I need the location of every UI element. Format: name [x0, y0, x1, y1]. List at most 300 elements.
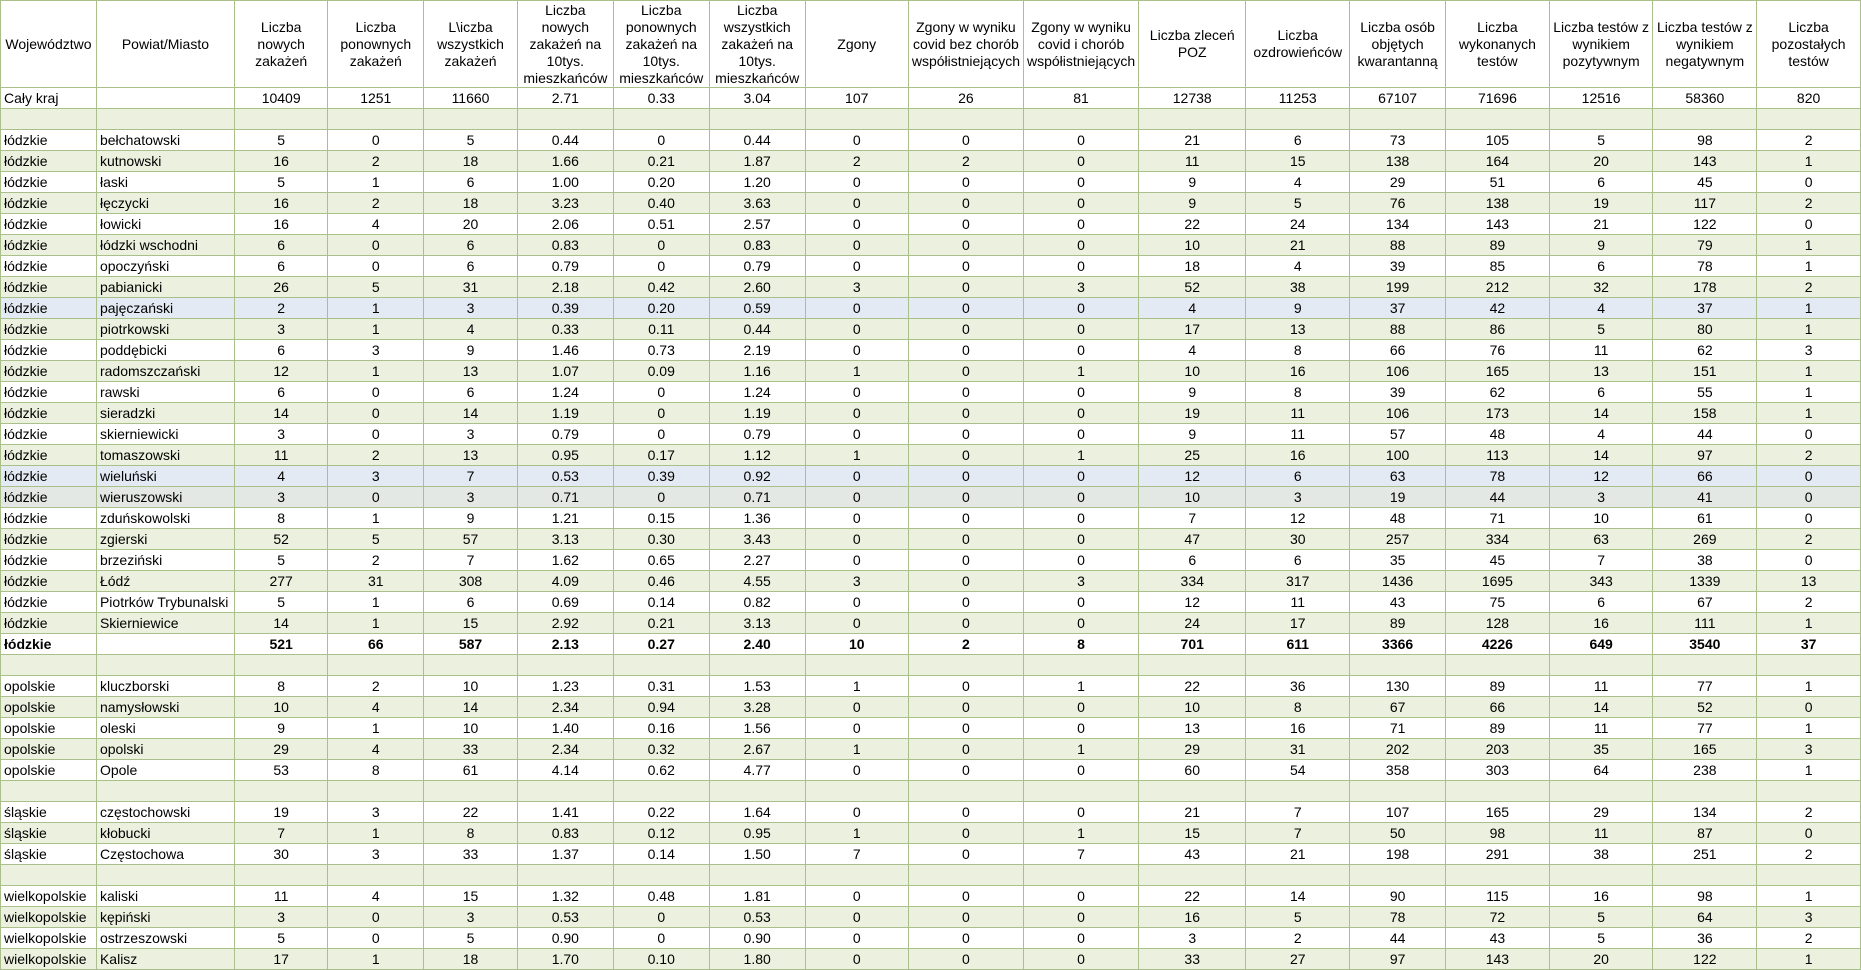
- county-cell[interactable]: pajęczański: [96, 298, 234, 319]
- value-cell[interactable]: 6: [1549, 592, 1653, 613]
- value-cell[interactable]: 1.32: [517, 886, 613, 907]
- value-cell[interactable]: 1: [1757, 403, 1861, 424]
- value-cell[interactable]: 358: [1350, 760, 1446, 781]
- value-cell[interactable]: 8: [328, 760, 424, 781]
- value-cell[interactable]: 0: [908, 361, 1023, 382]
- value-cell[interactable]: 1: [328, 319, 424, 340]
- value-cell[interactable]: 0: [805, 172, 908, 193]
- value-cell[interactable]: 13: [1549, 361, 1653, 382]
- value-cell[interactable]: 0: [1023, 340, 1138, 361]
- value-cell[interactable]: 587: [424, 634, 518, 655]
- value-cell[interactable]: 2.40: [709, 634, 805, 655]
- voivodeship-cell[interactable]: śląskie: [1, 823, 97, 844]
- value-cell[interactable]: 3: [1023, 571, 1138, 592]
- value-cell[interactable]: 3: [424, 298, 518, 319]
- value-cell[interactable]: 0: [805, 928, 908, 949]
- value-cell[interactable]: 0: [805, 550, 908, 571]
- value-cell[interactable]: 0.20: [613, 172, 709, 193]
- value-cell[interactable]: 0: [805, 235, 908, 256]
- value-cell[interactable]: 0.14: [613, 844, 709, 865]
- value-cell[interactable]: 15: [1246, 151, 1350, 172]
- empty-cell[interactable]: [328, 655, 424, 676]
- value-cell[interactable]: 9: [1139, 424, 1246, 445]
- voivodeship-cell[interactable]: łódzkie: [1, 130, 97, 151]
- value-cell[interactable]: 117: [1653, 193, 1757, 214]
- empty-cell[interactable]: [805, 781, 908, 802]
- value-cell[interactable]: 33: [424, 844, 518, 865]
- empty-cell[interactable]: [328, 109, 424, 130]
- value-cell[interactable]: 1: [328, 718, 424, 739]
- value-cell[interactable]: 10: [1139, 697, 1246, 718]
- value-cell[interactable]: 52: [234, 529, 328, 550]
- value-cell[interactable]: 0: [908, 487, 1023, 508]
- value-cell[interactable]: 3.13: [517, 529, 613, 550]
- value-cell[interactable]: 12: [1549, 466, 1653, 487]
- voivodeship-cell[interactable]: łódzkie: [1, 214, 97, 235]
- empty-cell[interactable]: [234, 781, 328, 802]
- value-cell[interactable]: 0.46: [613, 571, 709, 592]
- value-cell[interactable]: 334: [1139, 571, 1246, 592]
- value-cell[interactable]: 26: [234, 277, 328, 298]
- value-cell[interactable]: 4: [1246, 172, 1350, 193]
- value-cell[interactable]: 0: [908, 760, 1023, 781]
- value-cell[interactable]: 0: [805, 214, 908, 235]
- value-cell[interactable]: 0: [908, 403, 1023, 424]
- value-cell[interactable]: 0.95: [709, 823, 805, 844]
- value-cell[interactable]: 4.14: [517, 760, 613, 781]
- voivodeship-cell[interactable]: łódzkie: [1, 193, 97, 214]
- value-cell[interactable]: 9: [1139, 382, 1246, 403]
- value-cell[interactable]: 1: [1757, 256, 1861, 277]
- value-cell[interactable]: 521: [234, 634, 328, 655]
- empty-cell[interactable]: [1446, 781, 1550, 802]
- value-cell[interactable]: 7: [1139, 508, 1246, 529]
- value-cell[interactable]: 86: [1446, 319, 1550, 340]
- value-cell[interactable]: 81: [1023, 88, 1138, 109]
- value-cell[interactable]: 0: [1757, 823, 1861, 844]
- value-cell[interactable]: 1.24: [709, 382, 805, 403]
- value-cell[interactable]: 17: [234, 949, 328, 970]
- value-cell[interactable]: 85: [1446, 256, 1550, 277]
- value-cell[interactable]: 6: [424, 235, 518, 256]
- value-cell[interactable]: 165: [1653, 739, 1757, 760]
- empty-cell[interactable]: [96, 865, 234, 886]
- value-cell[interactable]: 130: [1350, 676, 1446, 697]
- county-cell[interactable]: [96, 88, 234, 109]
- value-cell[interactable]: 5: [1549, 928, 1653, 949]
- county-cell[interactable]: kłobucki: [96, 823, 234, 844]
- value-cell[interactable]: 13: [1139, 718, 1246, 739]
- value-cell[interactable]: 89: [1446, 235, 1550, 256]
- value-cell[interactable]: 1: [328, 361, 424, 382]
- value-cell[interactable]: 33: [424, 739, 518, 760]
- column-header[interactable]: Liczba testów z wynikiem pozytywnym: [1549, 1, 1653, 88]
- value-cell[interactable]: 11253: [1246, 88, 1350, 109]
- value-cell[interactable]: 0: [1757, 550, 1861, 571]
- value-cell[interactable]: 611: [1246, 634, 1350, 655]
- value-cell[interactable]: 20: [424, 214, 518, 235]
- value-cell[interactable]: 61: [1653, 508, 1757, 529]
- value-cell[interactable]: 5: [424, 130, 518, 151]
- voivodeship-cell[interactable]: łódzkie: [1, 172, 97, 193]
- value-cell[interactable]: 20: [1549, 151, 1653, 172]
- value-cell[interactable]: 3: [328, 802, 424, 823]
- value-cell[interactable]: 1: [1023, 361, 1138, 382]
- value-cell[interactable]: 6: [424, 592, 518, 613]
- voivodeship-cell[interactable]: łódzkie: [1, 550, 97, 571]
- county-cell[interactable]: wieluński: [96, 466, 234, 487]
- value-cell[interactable]: 1: [1757, 886, 1861, 907]
- value-cell[interactable]: 0.39: [517, 298, 613, 319]
- value-cell[interactable]: 134: [1653, 802, 1757, 823]
- value-cell[interactable]: 11: [1139, 151, 1246, 172]
- value-cell[interactable]: 15: [424, 613, 518, 634]
- voivodeship-cell[interactable]: łódzkie: [1, 151, 97, 172]
- value-cell[interactable]: 22: [424, 802, 518, 823]
- value-cell[interactable]: 20: [1549, 949, 1653, 970]
- voivodeship-cell[interactable]: opolskie: [1, 676, 97, 697]
- value-cell[interactable]: 143: [1653, 151, 1757, 172]
- county-cell[interactable]: sieradzki: [96, 403, 234, 424]
- value-cell[interactable]: 1.81: [709, 886, 805, 907]
- value-cell[interactable]: 2: [328, 151, 424, 172]
- value-cell[interactable]: 16: [1549, 886, 1653, 907]
- value-cell[interactable]: 64: [1653, 907, 1757, 928]
- empty-cell[interactable]: [1653, 781, 1757, 802]
- value-cell[interactable]: 0: [1023, 760, 1138, 781]
- value-cell[interactable]: 0: [805, 802, 908, 823]
- value-cell[interactable]: 79: [1653, 235, 1757, 256]
- empty-cell[interactable]: [1350, 865, 1446, 886]
- value-cell[interactable]: 12: [1139, 466, 1246, 487]
- value-cell[interactable]: 0.65: [613, 550, 709, 571]
- value-cell[interactable]: 0.62: [613, 760, 709, 781]
- empty-cell[interactable]: [1757, 655, 1861, 676]
- value-cell[interactable]: 0.15: [613, 508, 709, 529]
- empty-cell[interactable]: [805, 109, 908, 130]
- value-cell[interactable]: 16: [234, 214, 328, 235]
- value-cell[interactable]: 19: [1549, 193, 1653, 214]
- value-cell[interactable]: 2: [328, 676, 424, 697]
- column-header[interactable]: Liczba wszystkich zakażeń na 10tys. mieszkańców: [709, 1, 805, 88]
- value-cell[interactable]: 0: [908, 928, 1023, 949]
- value-cell[interactable]: 2.13: [517, 634, 613, 655]
- value-cell[interactable]: 0: [908, 886, 1023, 907]
- value-cell[interactable]: 7: [424, 466, 518, 487]
- value-cell[interactable]: 0: [1023, 529, 1138, 550]
- value-cell[interactable]: 3: [234, 424, 328, 445]
- value-cell[interactable]: 0.83: [709, 235, 805, 256]
- value-cell[interactable]: 701: [1139, 634, 1246, 655]
- value-cell[interactable]: 1: [1757, 949, 1861, 970]
- empty-cell[interactable]: [1350, 109, 1446, 130]
- value-cell[interactable]: 9: [424, 340, 518, 361]
- value-cell[interactable]: 2.27: [709, 550, 805, 571]
- value-cell[interactable]: 7: [1023, 844, 1138, 865]
- value-cell[interactable]: 0: [805, 298, 908, 319]
- value-cell[interactable]: 50: [1350, 823, 1446, 844]
- value-cell[interactable]: 649: [1549, 634, 1653, 655]
- value-cell[interactable]: 14: [1549, 445, 1653, 466]
- value-cell[interactable]: 2.34: [517, 739, 613, 760]
- value-cell[interactable]: 4: [328, 739, 424, 760]
- value-cell[interactable]: 6: [1549, 172, 1653, 193]
- value-cell[interactable]: 0: [613, 235, 709, 256]
- value-cell[interactable]: 6: [1246, 466, 1350, 487]
- value-cell[interactable]: 3366: [1350, 634, 1446, 655]
- column-header[interactable]: L\iczba wszystkich zakażeń: [424, 1, 518, 88]
- column-header[interactable]: Liczba testów z wynikiem negatywnym: [1653, 1, 1757, 88]
- value-cell[interactable]: 0: [328, 130, 424, 151]
- value-cell[interactable]: 0: [1023, 403, 1138, 424]
- value-cell[interactable]: 1: [328, 823, 424, 844]
- value-cell[interactable]: 0: [1023, 697, 1138, 718]
- value-cell[interactable]: 2: [1757, 844, 1861, 865]
- value-cell[interactable]: 35: [1350, 550, 1446, 571]
- county-cell[interactable]: łęczycki: [96, 193, 234, 214]
- empty-cell[interactable]: [424, 655, 518, 676]
- value-cell[interactable]: 17: [1139, 319, 1246, 340]
- value-cell[interactable]: 1.37: [517, 844, 613, 865]
- value-cell[interactable]: 17: [1246, 613, 1350, 634]
- value-cell[interactable]: 0: [908, 298, 1023, 319]
- value-cell[interactable]: 2.19: [709, 340, 805, 361]
- value-cell[interactable]: 3: [805, 277, 908, 298]
- empty-cell[interactable]: [613, 781, 709, 802]
- value-cell[interactable]: 2.34: [517, 697, 613, 718]
- value-cell[interactable]: 4.55: [709, 571, 805, 592]
- value-cell[interactable]: 0.33: [517, 319, 613, 340]
- value-cell[interactable]: 1: [1757, 718, 1861, 739]
- value-cell[interactable]: 0: [805, 256, 908, 277]
- value-cell[interactable]: 0.95: [517, 445, 613, 466]
- value-cell[interactable]: 0: [1023, 130, 1138, 151]
- value-cell[interactable]: 0.83: [517, 823, 613, 844]
- value-cell[interactable]: 291: [1446, 844, 1550, 865]
- value-cell[interactable]: 128: [1446, 613, 1550, 634]
- value-cell[interactable]: 308: [424, 571, 518, 592]
- value-cell[interactable]: 0: [805, 697, 908, 718]
- value-cell[interactable]: 8: [1246, 697, 1350, 718]
- value-cell[interactable]: 0: [1023, 172, 1138, 193]
- value-cell[interactable]: 10: [1139, 487, 1246, 508]
- value-cell[interactable]: 13: [424, 361, 518, 382]
- value-cell[interactable]: 198: [1350, 844, 1446, 865]
- value-cell[interactable]: 1: [1757, 760, 1861, 781]
- value-cell[interactable]: 30: [1246, 529, 1350, 550]
- value-cell[interactable]: 4.77: [709, 760, 805, 781]
- value-cell[interactable]: 12738: [1139, 88, 1246, 109]
- voivodeship-cell[interactable]: łódzkie: [1, 571, 97, 592]
- value-cell[interactable]: 257: [1350, 529, 1446, 550]
- value-cell[interactable]: 1: [328, 949, 424, 970]
- value-cell[interactable]: 0: [328, 907, 424, 928]
- value-cell[interactable]: 0: [908, 214, 1023, 235]
- value-cell[interactable]: 14: [234, 403, 328, 424]
- value-cell[interactable]: 0: [908, 256, 1023, 277]
- county-cell[interactable]: łódzki wschodni: [96, 235, 234, 256]
- value-cell[interactable]: 6: [1246, 550, 1350, 571]
- empty-cell[interactable]: [1757, 109, 1861, 130]
- value-cell[interactable]: 16: [1139, 907, 1246, 928]
- empty-cell[interactable]: [424, 781, 518, 802]
- value-cell[interactable]: 2: [908, 634, 1023, 655]
- value-cell[interactable]: 1: [1757, 613, 1861, 634]
- value-cell[interactable]: 13: [1757, 571, 1861, 592]
- value-cell[interactable]: 29: [1549, 802, 1653, 823]
- value-cell[interactable]: 3: [1549, 487, 1653, 508]
- value-cell[interactable]: 0: [1023, 928, 1138, 949]
- column-header[interactable]: Liczba zleceń POZ: [1139, 1, 1246, 88]
- value-cell[interactable]: 36: [1653, 928, 1757, 949]
- county-cell[interactable]: radomszczański: [96, 361, 234, 382]
- value-cell[interactable]: 3: [1246, 487, 1350, 508]
- value-cell[interactable]: 2.06: [517, 214, 613, 235]
- value-cell[interactable]: 19: [234, 802, 328, 823]
- value-cell[interactable]: 0.79: [517, 256, 613, 277]
- value-cell[interactable]: 15: [1139, 823, 1246, 844]
- value-cell[interactable]: 36: [1246, 676, 1350, 697]
- value-cell[interactable]: 9: [1139, 172, 1246, 193]
- value-cell[interactable]: 0.12: [613, 823, 709, 844]
- county-cell[interactable]: zduńskowolski: [96, 508, 234, 529]
- value-cell[interactable]: 1.41: [517, 802, 613, 823]
- value-cell[interactable]: 21: [1139, 802, 1246, 823]
- empty-cell[interactable]: [1757, 781, 1861, 802]
- value-cell[interactable]: 143: [1446, 949, 1550, 970]
- empty-cell[interactable]: [1350, 655, 1446, 676]
- value-cell[interactable]: 0: [805, 592, 908, 613]
- value-cell[interactable]: 0: [1023, 718, 1138, 739]
- value-cell[interactable]: 80: [1653, 319, 1757, 340]
- value-cell[interactable]: 1.24: [517, 382, 613, 403]
- value-cell[interactable]: 115: [1446, 886, 1550, 907]
- value-cell[interactable]: 0: [908, 802, 1023, 823]
- value-cell[interactable]: 97: [1653, 445, 1757, 466]
- value-cell[interactable]: 8: [1246, 382, 1350, 403]
- value-cell[interactable]: 0.44: [517, 130, 613, 151]
- value-cell[interactable]: 0: [1023, 382, 1138, 403]
- value-cell[interactable]: 2.71: [517, 88, 613, 109]
- value-cell[interactable]: 3: [328, 844, 424, 865]
- empty-cell[interactable]: [1446, 865, 1550, 886]
- value-cell[interactable]: 820: [1757, 88, 1861, 109]
- value-cell[interactable]: 0.71: [517, 487, 613, 508]
- value-cell[interactable]: 5: [1549, 319, 1653, 340]
- value-cell[interactable]: 3.23: [517, 193, 613, 214]
- value-cell[interactable]: 0: [908, 235, 1023, 256]
- value-cell[interactable]: 89: [1446, 718, 1550, 739]
- value-cell[interactable]: 14: [424, 403, 518, 424]
- empty-cell[interactable]: [1350, 781, 1446, 802]
- value-cell[interactable]: 0: [908, 571, 1023, 592]
- value-cell[interactable]: 0: [908, 466, 1023, 487]
- value-cell[interactable]: 55: [1653, 382, 1757, 403]
- value-cell[interactable]: 1.56: [709, 718, 805, 739]
- empty-cell[interactable]: [709, 655, 805, 676]
- value-cell[interactable]: 202: [1350, 739, 1446, 760]
- value-cell[interactable]: 0: [1023, 592, 1138, 613]
- value-cell[interactable]: 10: [424, 676, 518, 697]
- value-cell[interactable]: 98: [1446, 823, 1550, 844]
- value-cell[interactable]: 6: [1549, 382, 1653, 403]
- value-cell[interactable]: 10: [424, 718, 518, 739]
- value-cell[interactable]: 71: [1446, 508, 1550, 529]
- value-cell[interactable]: 52: [1653, 697, 1757, 718]
- value-cell[interactable]: 0: [1757, 466, 1861, 487]
- value-cell[interactable]: 0: [908, 676, 1023, 697]
- value-cell[interactable]: 0: [1757, 424, 1861, 445]
- empty-cell[interactable]: [517, 655, 613, 676]
- county-cell[interactable]: kaliski: [96, 886, 234, 907]
- value-cell[interactable]: 0: [1023, 466, 1138, 487]
- value-cell[interactable]: 77: [1653, 676, 1757, 697]
- value-cell[interactable]: 2: [805, 151, 908, 172]
- value-cell[interactable]: 1: [805, 676, 908, 697]
- value-cell[interactable]: 29: [1350, 172, 1446, 193]
- value-cell[interactable]: 89: [1350, 613, 1446, 634]
- value-cell[interactable]: 67107: [1350, 88, 1446, 109]
- value-cell[interactable]: 3.13: [709, 613, 805, 634]
- value-cell[interactable]: 134: [1350, 214, 1446, 235]
- empty-cell[interactable]: [1139, 865, 1246, 886]
- value-cell[interactable]: 1.80: [709, 949, 805, 970]
- voivodeship-cell[interactable]: opolskie: [1, 739, 97, 760]
- value-cell[interactable]: 2: [328, 193, 424, 214]
- value-cell[interactable]: 3540: [1653, 634, 1757, 655]
- value-cell[interactable]: 6: [234, 235, 328, 256]
- value-cell[interactable]: 0.44: [709, 319, 805, 340]
- county-cell[interactable]: skierniewicki: [96, 424, 234, 445]
- value-cell[interactable]: 4: [1139, 298, 1246, 319]
- value-cell[interactable]: 0: [1023, 319, 1138, 340]
- empty-cell[interactable]: [328, 781, 424, 802]
- value-cell[interactable]: 1: [1757, 676, 1861, 697]
- value-cell[interactable]: 0: [1023, 193, 1138, 214]
- column-header[interactable]: Zgony w wyniku covid i chorób współistniejących: [1023, 1, 1138, 88]
- value-cell[interactable]: 0: [908, 172, 1023, 193]
- value-cell[interactable]: 7: [805, 844, 908, 865]
- value-cell[interactable]: 3.28: [709, 697, 805, 718]
- value-cell[interactable]: 4: [1549, 424, 1653, 445]
- value-cell[interactable]: 0: [1023, 550, 1138, 571]
- value-cell[interactable]: 14: [234, 613, 328, 634]
- value-cell[interactable]: 37: [1757, 634, 1861, 655]
- voivodeship-cell[interactable]: śląskie: [1, 802, 97, 823]
- value-cell[interactable]: 107: [805, 88, 908, 109]
- value-cell[interactable]: 61: [424, 760, 518, 781]
- value-cell[interactable]: 29: [234, 739, 328, 760]
- value-cell[interactable]: 1: [1757, 151, 1861, 172]
- value-cell[interactable]: 1339: [1653, 571, 1757, 592]
- value-cell[interactable]: 66: [328, 634, 424, 655]
- value-cell[interactable]: 0: [805, 319, 908, 340]
- value-cell[interactable]: 2: [1757, 445, 1861, 466]
- value-cell[interactable]: 0: [1757, 508, 1861, 529]
- value-cell[interactable]: 1: [328, 172, 424, 193]
- value-cell[interactable]: 0: [613, 403, 709, 424]
- county-cell[interactable]: kluczborski: [96, 676, 234, 697]
- empty-cell[interactable]: [1, 781, 97, 802]
- value-cell[interactable]: 113: [1446, 445, 1550, 466]
- empty-cell[interactable]: [613, 655, 709, 676]
- column-header[interactable]: Liczba ponownych zakażeń: [328, 1, 424, 88]
- value-cell[interactable]: 0: [908, 823, 1023, 844]
- value-cell[interactable]: 88: [1350, 235, 1446, 256]
- value-cell[interactable]: 0.20: [613, 298, 709, 319]
- empty-cell[interactable]: [1446, 655, 1550, 676]
- empty-cell[interactable]: [1653, 109, 1757, 130]
